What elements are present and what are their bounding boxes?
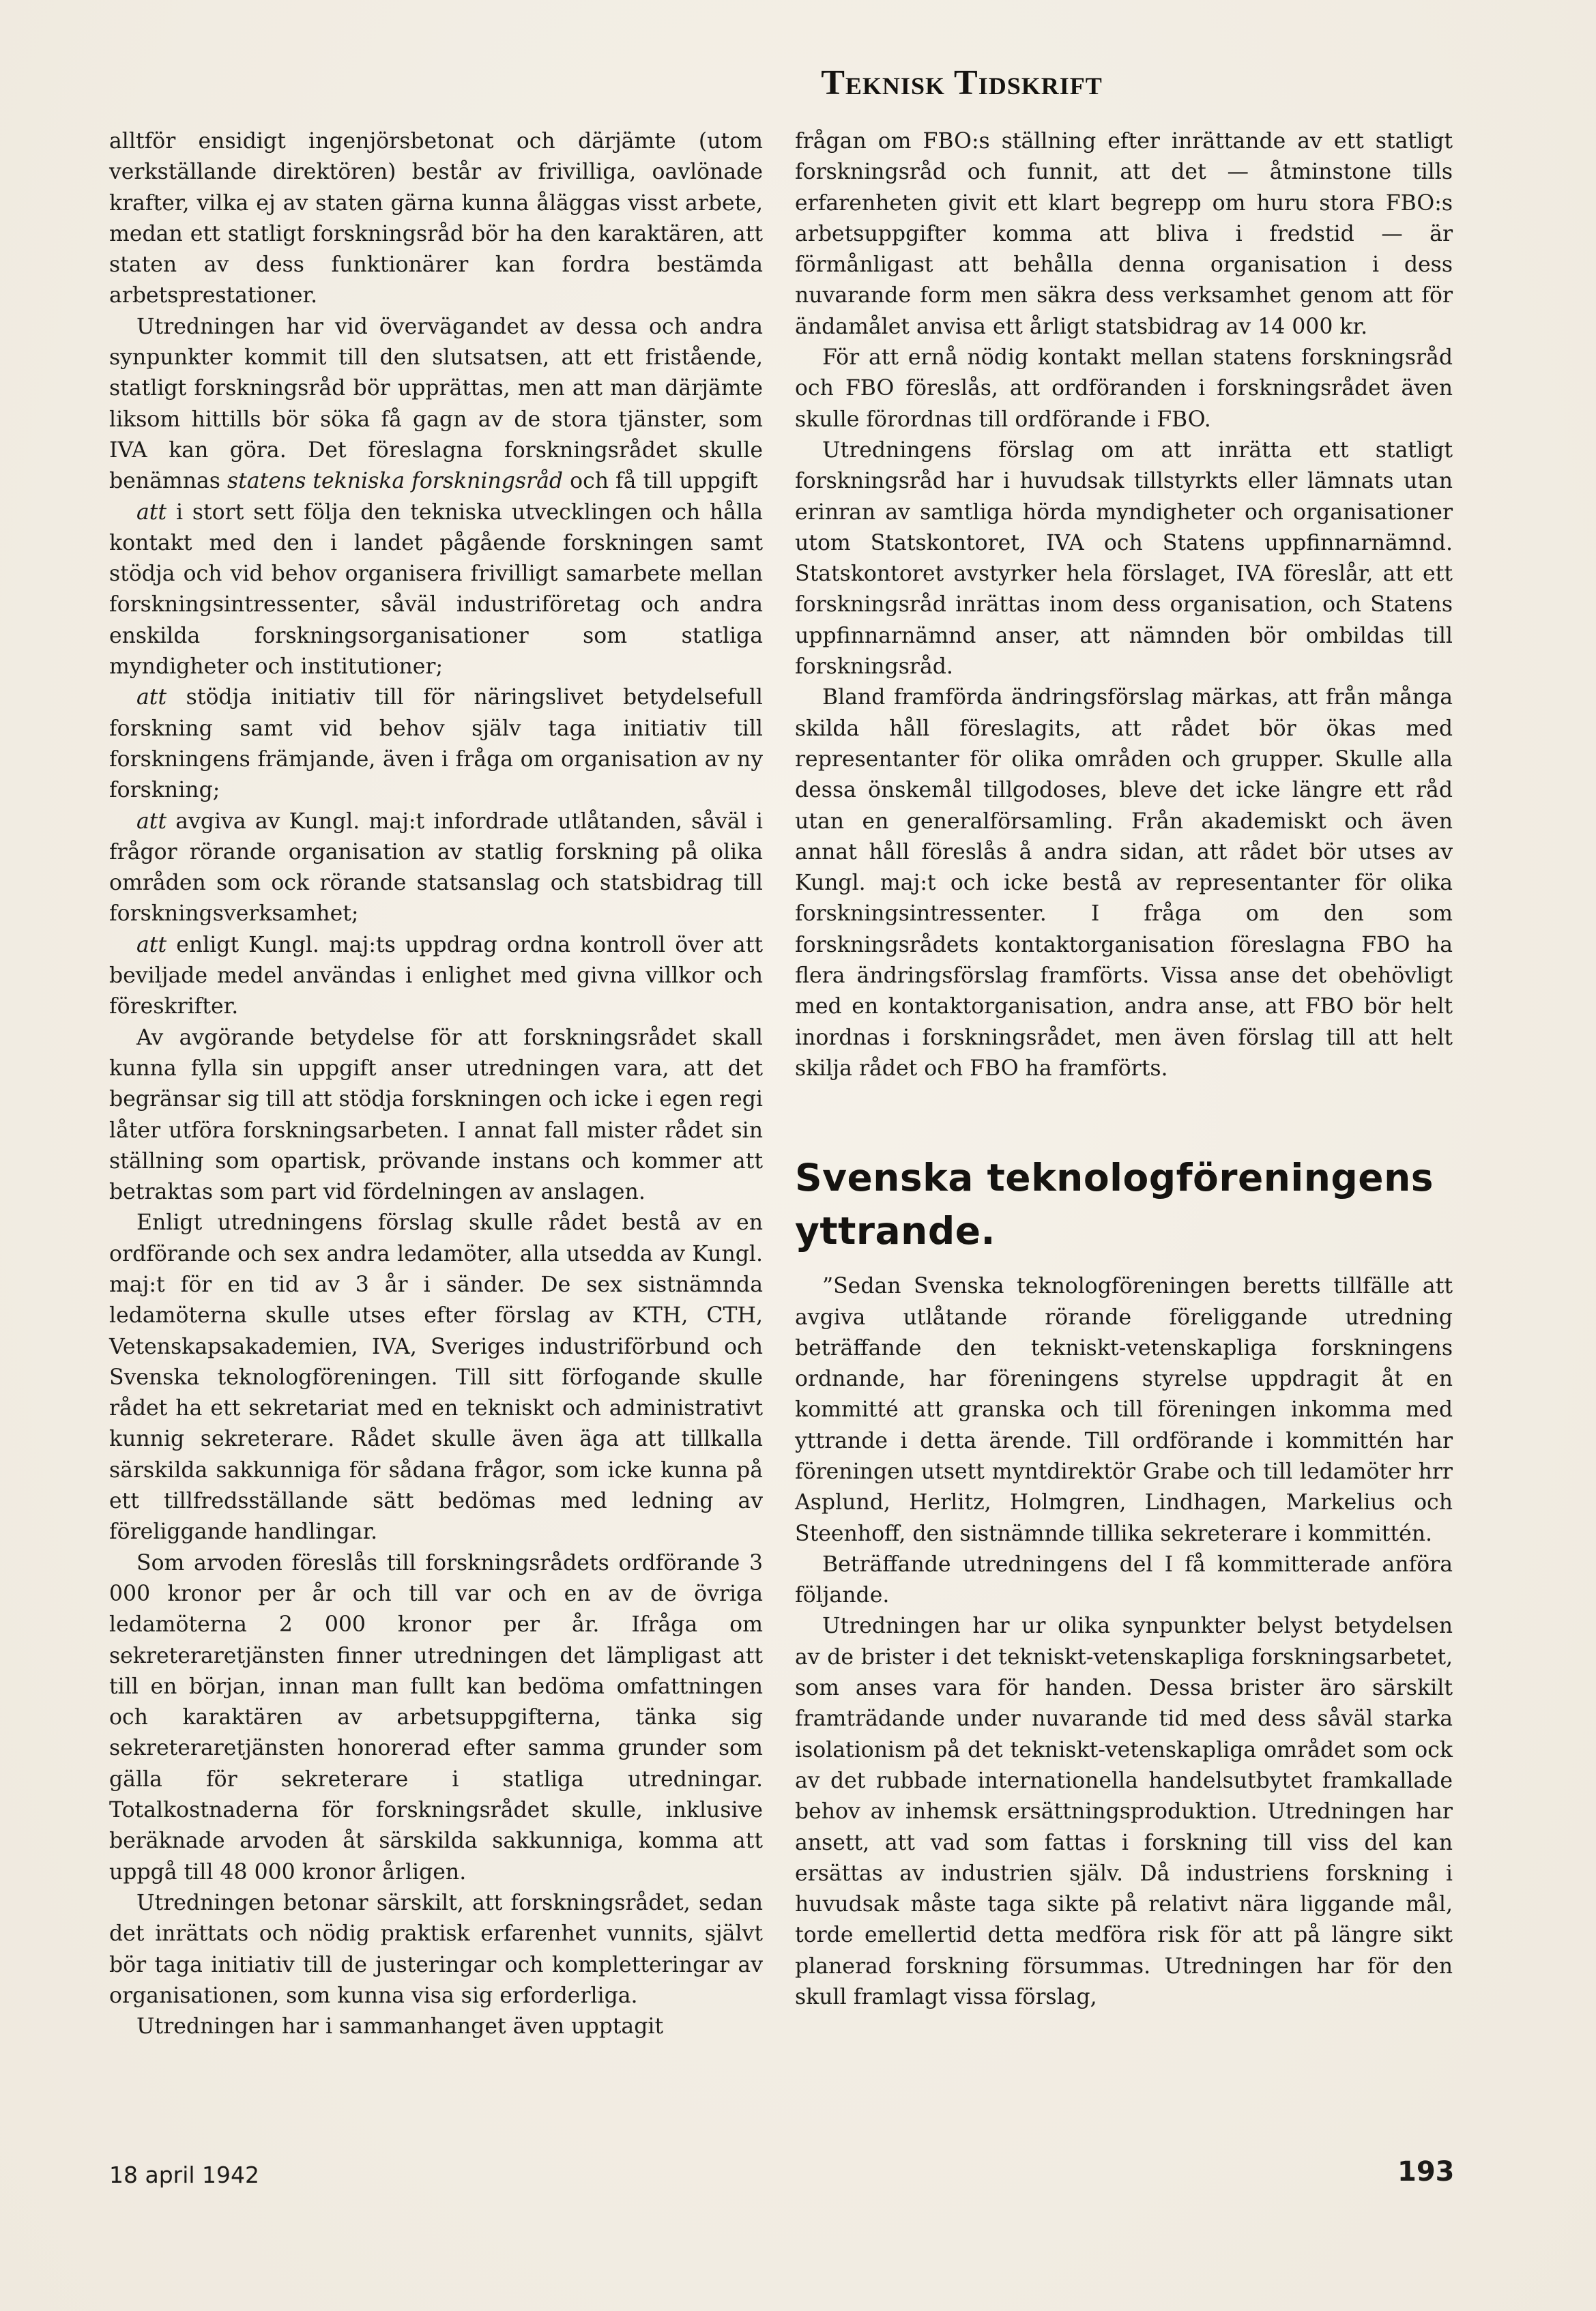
list-item: att stödja initiativ till för näringslivet betydelsefull forskning samt vid behov själv taga initiativ till forskningens främjande, även i fråga om organisation av ny forskning;	[109, 685, 763, 803]
list-item: att avgiva av Kungl. maj:t infordrade utlåtanden, såväl i frågor rörande organisation av statlig forskning på olika områden som ock rörande statsanslag och statsbidrag till forskningsverksamhet;	[109, 809, 763, 927]
paragraph: frågan om FBO:s ställning efter inrättande av ett statligt forskningsråd och funnit, att det — åtminstone tills erfarenheten givit ett klart begrepp om huru stora FBO:s arbetsuppgifter komma att bliva i fredstid — är förmånligast att behålla denna organisation i dess nuvarande form men säkra dess verksamhet genom att för ändamålet anvisa ett årligt statsbidrag av 14 000 kr.	[795, 129, 1453, 339]
journal-title: Teknisk Tidskrift	[821, 63, 1103, 102]
list-item-lead: att	[136, 685, 167, 710]
paragraph: Beträffande utredningens del I få kommitterade anföra följande.	[795, 1552, 1453, 1608]
list-item-lead: att	[136, 499, 167, 525]
paragraph: Bland framförda ändringsförslag märkas, att från många skilda håll föreslagits, att rådet bör ökas med representanter för olika områden och grupper. Skulle alla dessa önskemål tillgodoses, bleve det icke längre ett råd utan en generalförsamling. Från akademiskt och även annat håll föreslås å andra sidan, att rådet bör utses av Kungl. maj:t och icke bestå av representanter för olika forskningsintressenter. I fråga om den som forskningsrådets kontaktorganisation föreslagna FBO ha flera ändringsförslag framförts. Vissa anse det obehövligt med en kontaktorganisation, andra anse, att FBO bör helt inordnas i forskningsrådet, men även förslag till att helt skilja rådet och FBO ha framförts.	[795, 685, 1453, 1081]
section-heading: Svenska teknologföreningens yttrande.	[795, 1156, 1434, 1253]
footer-date: 18 april 1942	[109, 2162, 260, 2188]
page-number: 193	[1397, 2156, 1455, 2188]
list-item-lead: att	[136, 809, 167, 834]
right-column	[795, 126, 1453, 2013]
paragraph: Utredningens förslag om att inrätta ett statligt forskningsråd har i huvudsak tillstyrkts eller lämnats utan erinran av samtliga hörda myndigheter och organisationer utom Statskontoret, IVA och Statens uppfinnarnämnd. Statskontoret avstyrker hela förslaget, IVA föreslår, att ett forskningsråd inrättas inom dess organisation, och Statens uppfinnarnämnd anser, att nämnden bör ombildas till forskningsråd.	[795, 437, 1453, 680]
paragraph: Enligt utredningens förslag skulle rådet bestå av en ordförande och sex andra ledamöter, alla utsedda av Kungl. maj:t för en tid av 3 år i sänder. De sex sistnämnda ledamöterna skulle utses efter förslag av KTH, CTH, Vetenskapsakademien, IVA, Sveriges industriförbund och Svenska teknologföreningen. Till sitt förfogande skulle rådet ha ett sekretariat med en tekniskt och administrativt kunnig sekreterare. Rådet skulle även äga att tillkalla särskilda sakkunniga för sådana frågor, som icke kunna på ett tillfredsställande sätt bedömas med ledning av föreliggande handlingar.	[109, 1210, 763, 1545]
list-item: att i stort sett följa den tekniska utvecklingen och hålla kontakt med den i landet pågående forskningen samt stödja och vid behov organisera frivilligt samarbete mellan forskningsintressenter, såväl industriföretag och andra enskilda forskningsorganisationer som statliga myndigheter och institutioner;	[109, 499, 763, 680]
paragraph: Utredningen har ur olika synpunkter belyst betydelsen av de brister i det tekniskt-vetenskapliga forskningsarbetet, som anses vara för handen. Dessa brister äro särskilt framträdande under nuvarande tid med dess såväl starka isolationism på det tekniskt-vetenskapliga området som ock av det rubbade internationella handelsutbytet framkallade behov av inhemsk ersättningsproduktion. Utredningen har ansett, att vad som fattas i forskning till viss del kan ersättas av industrien själv. Då industriens forskning i huvudsak måste taga sikte på relativt nära liggande mål, torde emellertid detta medföra risk för att på längre sikt planerad forskning försummas. Utredningen har för den skull framlagt vissa förslag,	[795, 1614, 1453, 2010]
paragraph: ”Sedan Svenska teknologföreningen beretts tillfälle att avgiva utlåtande rörande föreliggande utredning beträffande den tekniskt-vetenskapliga forskningens ordnande, har föreningens styrelse uppdragit åt en kommitté att granska och till föreningen inkomma med yttrande i detta ärende. Till ordförande i kommittén har föreningen utsett myntdirektör Grabe och till ledamöter hrr Asplund, Herlitz, Holmgren, Lindhagen, Markelius och Steenhoff, den sistnämnde tillika sekreterare i kommittén.	[795, 1274, 1453, 1546]
list-item-lead: att	[136, 932, 167, 957]
paragraph: Utredningen betonar särskilt, att forskningsrådet, sedan det inrättats och nödig praktisk erfarenhet vunnits, självt bör taga initiativ till de justeringar och kompletteringar av organisationen, som kunna visa sig erforderliga.	[109, 1890, 763, 2008]
left-column	[109, 126, 763, 2042]
paragraph: Som arvoden föreslås till forskningsrådets ordförande 3 000 kronor per år och till var och en av de övriga ledamöterna 2 000 kronor per år. Ifråga om sekreteraretjänsten finner utredningen det lämpligast att till en början, innan man fullt kan bedöma omfattningen och karaktären av arbetsuppgifterna, tänka sig sekreteraretjänsten honorerad efter samma grunder som gälla för sekreterare i statliga utredningar. Totalkostnaderna för forskningsrådet skulle, inklusive beräknade arvoden åt särskilda sakkunniga, komma att uppgå till 48 000 kronor årligen.	[109, 1550, 763, 1885]
list-item: att enligt Kungl. maj:ts uppdrag ordna kontroll över att beviljade medel användas i enlighet med givna villkor och föreskrifter.	[109, 932, 763, 1019]
paragraph: alltför ensidigt ingenjörsbetonat och därjämte (utom verkställande direktören) består av frivilliga, oavlönade krafter, vilka ej av staten gärna kunna åläggas visst arbete, medan ett statligt forskningsråd bör ha den karaktären, att staten av dess funktionärer kan fordra bestämda arbetsprestationer.	[109, 129, 763, 308]
paragraph: För att ernå nödig kontakt mellan statens forskningsråd och FBO föreslås, att ordföranden i forskningsrådet även skulle förordnas till ordförande i FBO.	[795, 345, 1453, 432]
paragraph: Utredningen har i sammanhanget även upptagit	[136, 2014, 664, 2039]
paragraph: Utredningen har vid övervägandet av dessa och andra synpunkter kommit till den slutsatsen, att ett fristående, statligt forskningsråd bör upprättas, men att man därjämte liksom hittills bör söka få gagn av de stora tjänster, som IVA kan göra. Det föreslagna forskningsrådet skulle benämnas statens tekniska forskningsråd och få till uppgift	[109, 314, 763, 494]
paragraph: Av avgörande betydelse för att forskningsrådet skall kunna fylla sin uppgift anser utredningen vara, att det begränsar sig till att stödja forskningen och icke i egen regi låter utföra forskningsarbeten. I annat fall mister rådet sin ställning som opartisk, prövande instans och kommer att betraktas som part vid fördelningen av anslagen.	[109, 1025, 763, 1205]
council-name: statens tekniska forskningsråd	[227, 469, 564, 494]
